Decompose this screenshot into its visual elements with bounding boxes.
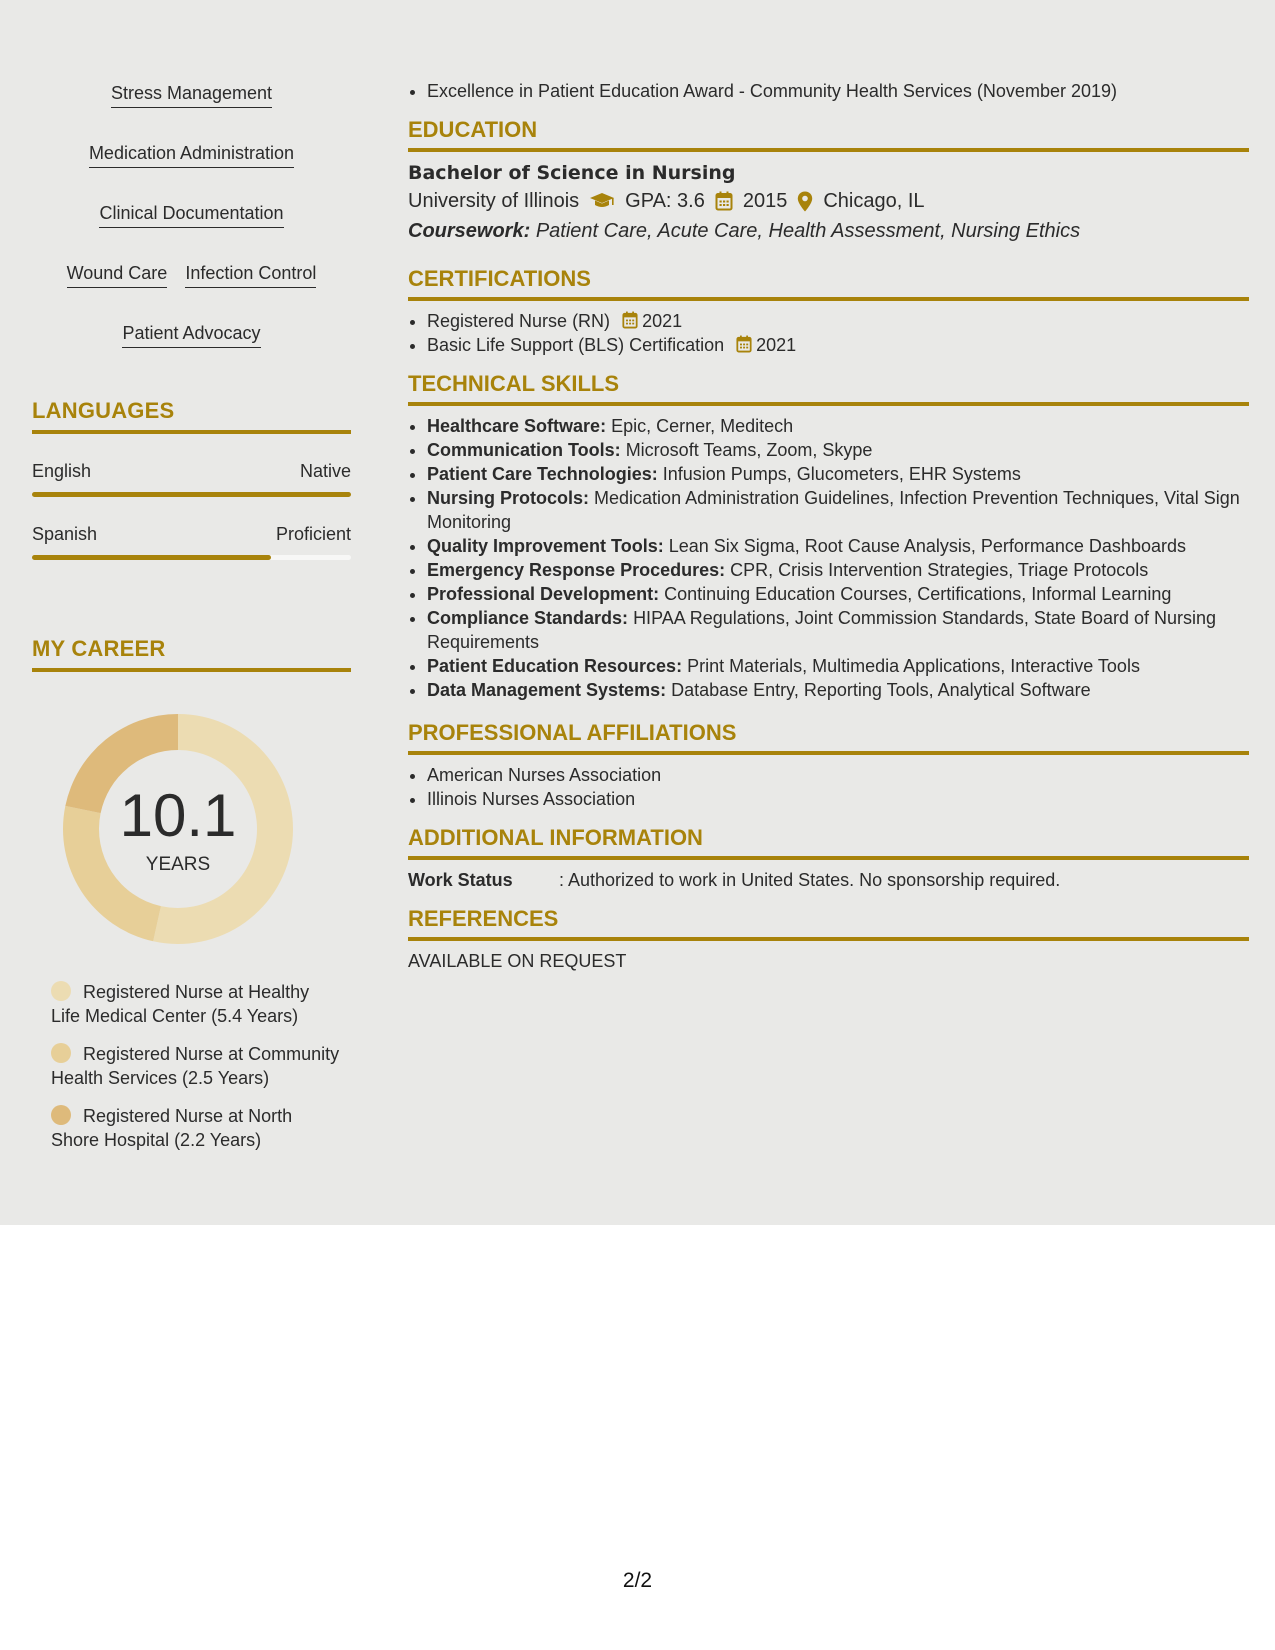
references-text: AVAILABLE ON REQUEST	[408, 951, 627, 971]
technical-skill-item	[427, 438, 1249, 462]
technical-skill-value: CPR, Crisis Intervention Strategies, Triage Protocols	[730, 560, 1149, 580]
language-level: Native	[299, 461, 351, 481]
education-title: EDUCATION	[408, 117, 1249, 152]
language-item	[32, 460, 351, 497]
technical-skills-list	[408, 414, 1249, 702]
career-title: MY CAREER	[32, 636, 351, 672]
language-proficiency-bar	[32, 555, 351, 560]
technical-skills-title: TECHNICAL SKILLS	[408, 371, 1249, 406]
technical-skill-label: Compliance Standards:	[427, 608, 629, 628]
legend-color-dot	[51, 1043, 71, 1063]
certifications-title: CERTIFICATIONS	[408, 266, 1249, 301]
career-legend-item	[51, 1104, 341, 1152]
school-name: University of Illinois	[408, 190, 580, 212]
left-column	[32, 82, 351, 1166]
skill-tag: Wound Care	[67, 262, 168, 288]
work-status-label: Work Status	[408, 870, 513, 890]
donut-center	[63, 714, 293, 944]
map-pin-icon	[797, 191, 813, 212]
technical-skill-value: Microsoft Teams, Zoom, Skype	[625, 440, 873, 460]
technical-skill-label: Healthcare Software:	[427, 416, 607, 436]
technical-skill-label: Patient Care Technologies:	[427, 464, 658, 484]
technical-skill-item	[427, 654, 1249, 678]
technical-skill-label: Data Management Systems:	[427, 680, 667, 700]
technical-skill-value: Database Entry, Reporting Tools, Analytical Software	[671, 680, 1091, 700]
references-title: REFERENCES	[408, 906, 1249, 941]
technical-skill-item	[427, 678, 1249, 702]
skills-list	[32, 82, 351, 348]
skill-tag: Patient Advocacy	[122, 322, 260, 348]
coursework-line	[408, 216, 1249, 246]
legend-color-dot	[51, 1105, 71, 1125]
calendar-icon	[622, 311, 638, 329]
certification-name: Basic Life Support (BLS) Certification	[427, 335, 725, 355]
certification-item	[427, 309, 1249, 333]
technical-skill-value: Lean Six Sigma, Root Cause Analysis, Performance Dashboards	[668, 536, 1186, 556]
technical-skill-label: Communication Tools:	[427, 440, 621, 460]
career-total-unit: YEARS	[145, 854, 211, 875]
technical-skill-item	[427, 462, 1249, 486]
technical-skill-item	[427, 414, 1249, 438]
coursework-text: Patient Care, Acute Care, Health Assessment, Nursing Ethics	[535, 220, 1081, 242]
affiliations-title: PROFESSIONAL AFFILIATIONS	[408, 720, 1249, 755]
technical-skill-value: HIPAA Regulations, Joint Commission Standards, State Board of Nursing Requirements	[427, 608, 1217, 652]
affiliation-item: • Illinois Nurses Association	[427, 787, 1249, 811]
skill-tag: Medication Administration	[89, 142, 294, 168]
career-legend-item	[51, 980, 341, 1028]
additional-info-title: ADDITIONAL INFORMATION	[408, 825, 1249, 860]
language-name: Spanish	[32, 524, 98, 544]
legend-label: Registered Nurse at Community Health Services (2.5 Years)	[51, 1044, 340, 1088]
career-section	[32, 636, 351, 1152]
calendar-icon	[736, 335, 752, 353]
career-total-years: 10.1	[119, 782, 237, 849]
language-item	[32, 523, 351, 560]
calendar-icon	[715, 191, 733, 211]
right-column	[408, 79, 1249, 973]
legend-color-dot	[51, 981, 71, 1001]
certification-year: 2021	[642, 311, 683, 331]
career-donut-chart	[63, 714, 293, 944]
work-status-value: : Authorized to work in United States. No sponsorship required.	[559, 870, 1061, 890]
technical-skill-value: Continuing Education Courses, Certifications, Informal Learning	[664, 584, 1172, 604]
technical-skill-item	[427, 534, 1249, 558]
career-legend-item	[51, 1042, 341, 1090]
award-item: • Excellence in Patient Education Award - Community Health Services (November 2019)	[427, 79, 1249, 103]
languages-title: LANGUAGES	[32, 398, 351, 434]
certification-year: 2021	[756, 335, 797, 355]
technical-skill-item	[427, 558, 1249, 582]
technical-skill-label: Professional Development:	[427, 584, 660, 604]
career-legend	[51, 980, 341, 1152]
certifications-list	[408, 309, 1249, 357]
technical-skill-value: Medication Administration Guidelines, Infection Prevention Techniques, Vital Sign Monitoring	[427, 488, 1240, 532]
languages-section	[32, 398, 351, 560]
gpa-value: GPA: 3.6	[625, 190, 705, 212]
language-proficiency-fill	[32, 492, 351, 497]
technical-skill-value: Print Materials, Multimedia Applications, Interactive Tools	[687, 656, 1140, 676]
certification-item	[427, 333, 1249, 357]
technical-skill-value: Infusion Pumps, Glucometers, EHR Systems	[662, 464, 1021, 484]
skill-tag: Clinical Documentation	[99, 202, 283, 228]
page-number: 2/2	[622, 1569, 653, 1592]
technical-skill-item	[427, 486, 1249, 534]
technical-skill-item	[427, 606, 1249, 654]
affiliation-item: • American Nurses Association	[427, 763, 1249, 787]
language-proficiency-fill	[32, 555, 271, 560]
technical-skill-label: Nursing Protocols:	[427, 488, 590, 508]
skill-tag: Stress Management	[111, 82, 272, 108]
school-location: Chicago, IL	[823, 190, 925, 212]
education-details	[408, 186, 1249, 216]
coursework-label: Coursework:	[408, 220, 531, 242]
skill-tag: Infection Control	[185, 262, 316, 288]
legend-label: Registered Nurse at Healthy Life Medical Center (5.4 Years)	[51, 982, 310, 1026]
technical-skill-item	[427, 582, 1249, 606]
languages-list	[32, 460, 351, 560]
language-proficiency-bar	[32, 492, 351, 497]
language-row	[32, 523, 351, 545]
technical-skill-value: Epic, Cerner, Meditech	[611, 416, 794, 436]
degree-name: Bachelor of Science in Nursing	[408, 162, 736, 184]
work-status-row	[408, 868, 1249, 892]
certification-name: Registered Nurse (RN)	[427, 311, 611, 331]
language-row	[32, 460, 351, 482]
graduation-cap-icon	[589, 192, 615, 210]
affiliations-list	[408, 763, 1249, 811]
legend-label: Registered Nurse at North Shore Hospital (2.2 Years)	[51, 1106, 293, 1150]
awards-list	[408, 79, 1249, 103]
technical-skill-label: Emergency Response Procedures:	[427, 560, 726, 580]
technical-skill-label: Patient Education Resources:	[427, 656, 683, 676]
language-level: Proficient	[275, 524, 351, 544]
graduation-year: 2015	[742, 190, 788, 212]
language-name: English	[32, 461, 92, 481]
technical-skill-label: Quality Improvement Tools:	[427, 536, 664, 556]
